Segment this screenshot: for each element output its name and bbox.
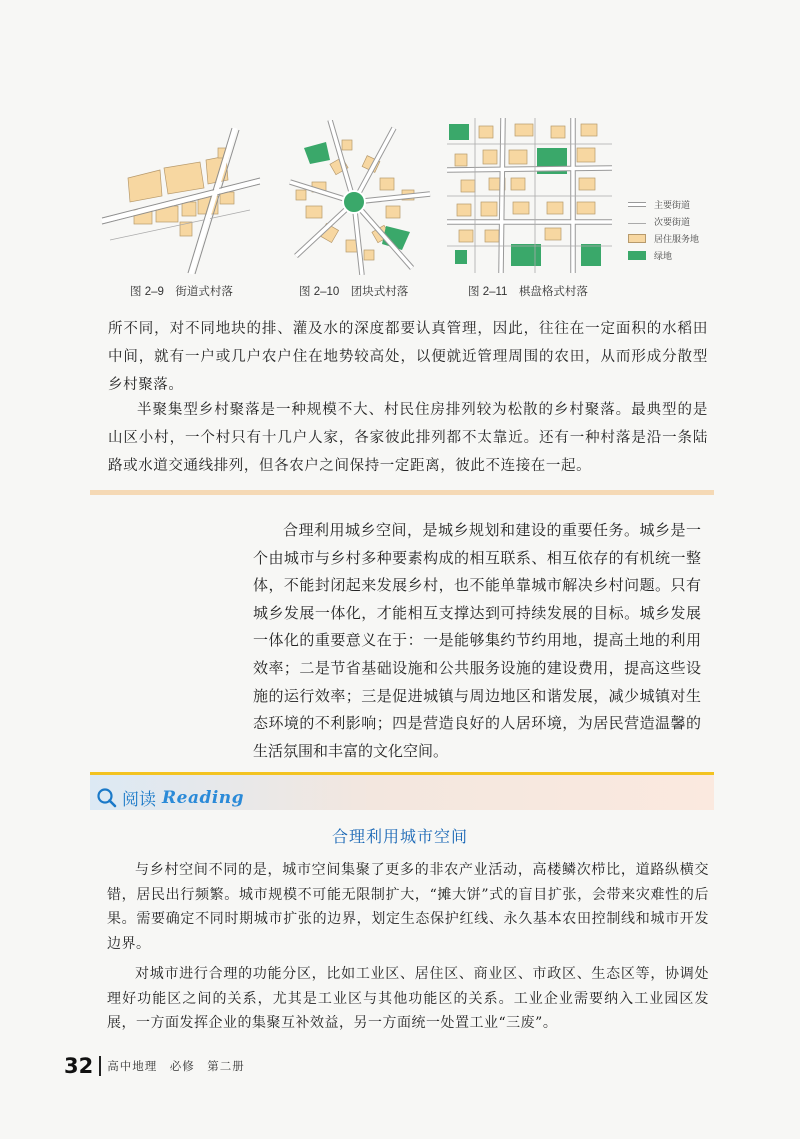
search-icon <box>96 787 118 809</box>
body-paragraph-2: 半聚集型乡村聚落是一种规模不大、村民住房排列较为松散的乡村聚落。最典型的是山区小村，一个村只有十几户人家，各家彼此排列都不太靠近。还有一种村落是沿一条陆路或水道交通线排列，但各农户之间保持一定距离，彼此不连接在一起。 <box>108 402 708 474</box>
section-divider <box>90 490 714 495</box>
reading-label-cn: 阅读 <box>122 790 156 810</box>
legend-green: 绿地 <box>654 251 673 261</box>
cluster-village-figure <box>282 120 432 275</box>
figure-2-10-caption: 图 2–10 团块式村落 <box>299 286 409 298</box>
reading-paragraph-1: 与乡村空间不同的是，城市空间集聚了更多的非农产业活动，高楼鳞次栉比，道路纵横交错，居民出行频繁。城市规模不可能无限制扩大，“摊大饼”式的盲目扩张，会带来灾难性的后果。需要确定不同时期城市扩张的边界，划定生态保护红线、永久基本农田控制线和城市开发边界。 <box>107 862 709 952</box>
reading-title: 合理利用城市空间 <box>331 827 468 846</box>
page-number: 32 <box>64 1054 94 1078</box>
grid-village-figure <box>447 118 612 273</box>
reading-label-en: Reading <box>162 787 245 808</box>
secondary-road-swatch <box>628 223 646 224</box>
legend-main-road: 主要街道 <box>654 200 691 210</box>
reading-header-rule <box>90 772 714 775</box>
body-paragraph-1: 所不同，对不同地块的排、灌及水的深度都要认真管理，因此，往往在一定面积的水稻田中间，就有一户或几户农户住在地势较高处，以便就近管理周围的农田，从而形成分散型乡村聚落。 <box>108 321 708 393</box>
figure-2-9-caption: 图 2–9 街道式村落 <box>130 286 233 298</box>
sidebar-box-text: 合理利用城乡空间，是城乡规划和建设的重要任务。城乡是一个由城市与乡村多种要素构成的相互联系、相互依存的有机统一整体，不能封闭起来发展乡村，也不能单靠城市解决乡村问题。只有城乡发展一体化，才能相互支撑达到可持续发展的目标。城乡发展一体化的重要意义在于：一是能够集约节约用地，提高土地的利用效率；二是节省基础设施和公共服务设施的建设费用，提高这些设施的运行效率；三是促进城镇与周边地区和谐发展，减少城镇对生态环境的不利影响；四是营造良好的人居环境，为居民营造温馨的生活氛围和丰富的文化空间。 <box>253 521 701 760</box>
reading-paragraph-2: 对城市进行合理的功能分区，比如工业区、居住区、商业区、市政区、生态区等，协调处理好功能区之间的关系，尤其是工业区与其他功能区的关系。工业企业需要纳入工业园区发展，一方面发挥企业的集聚互补效益，另一方面统一处置工业“三废”。 <box>107 966 709 1031</box>
book-title: 高中地理 必修 第二册 <box>107 1059 245 1073</box>
figure-2-11-caption: 图 2–11 棋盘格式村落 <box>468 286 588 298</box>
main-road-swatch <box>628 202 646 207</box>
footer-divider <box>99 1056 101 1076</box>
page-footer <box>64 1054 245 1078</box>
reading-label <box>96 785 244 810</box>
legend-residential: 居住服务地 <box>654 234 700 244</box>
residential-swatch <box>628 234 646 243</box>
green-swatch <box>628 251 646 260</box>
figure-legend <box>628 196 699 264</box>
legend-secondary-road: 次要街道 <box>654 217 691 227</box>
street-village-figure <box>100 118 265 278</box>
